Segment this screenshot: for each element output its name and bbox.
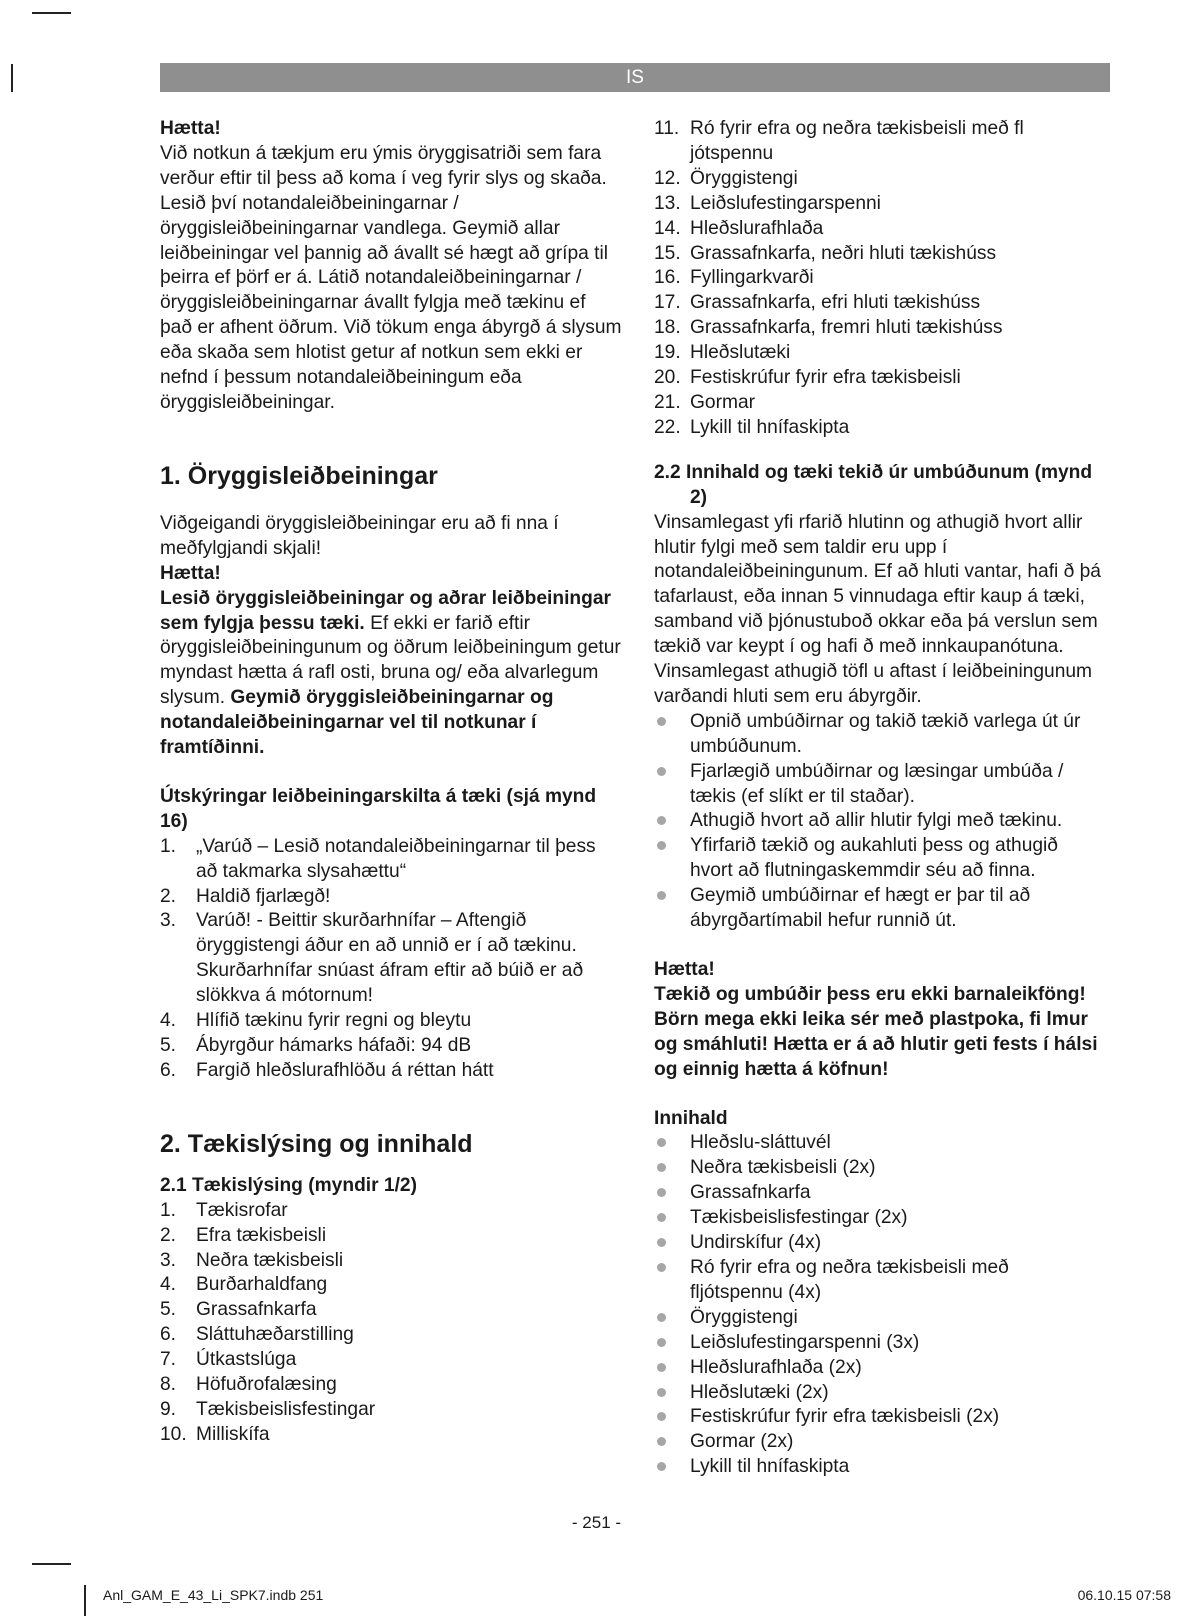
section-1-heading: 1. Öryggisleiðbeiningar [160,461,438,490]
parts-list [160,1199,622,1448]
crop-mark [32,12,71,14]
list-item: 14. Hleðslurafhlaða [654,217,824,239]
list-item: 15. Grassafnkarfa, neðri hluti tækishúss [654,242,997,264]
list-item: Grassafnkarfa [654,1181,1102,1206]
warning-title: Hætta! [654,959,715,980]
list-item: Lykill til hnífaskipta [654,1455,1102,1480]
list-item: 3. Neðra tækisbeisli [160,1249,344,1271]
list-item: 22. Lykill til hnífaskipta [654,416,850,438]
contents-heading: Innihald [654,1107,728,1129]
warning-bold-text: Tækið og umbúðir þess eru ekki barnaleikföng! Börn mega ekki leika sér með plastpoka, fi lmur og smáhluti! Hætta er á að hlutir geti fests í hálsi og einnig hætta á köfnun! [654,983,1098,1080]
bullet-icon [657,1462,666,1471]
list-item: 19. Hleðslutæki [654,342,791,364]
list-item: 9. Tækisbeislisfestingar [160,1398,376,1420]
section-2-2-text: Vinsamlegast yfi rfarið hlutinn og athugið hvort allir hlutir fylgi með sem taldir eru upp í notandaleiðbeiningunum. Ef að hluti vantar, hafi ð þá tafarlaust, eða innan 5 vinnudaga eftir kaup á tæki, samband við þjónustuboð okkar eða þá verslun sem tækið var keypt í og hafi ð með innkaupanótuna. Vinsamlegast athugið töfl u aftast í leiðbeiningunum varðandi hluti sem eru ábyrgðir. [654,511,1101,707]
list-item: 1. Tækisrofar [160,1199,288,1221]
list-item: 6. Fargið hleðslurafhlöðu á réttan hátt [160,1059,494,1081]
list-item: Hleðslurafhlaða (2x) [654,1356,1102,1381]
warning-title: Hætta! [160,118,221,139]
list-item: Leiðslufestingarspenni (3x) [654,1331,1102,1356]
bullet-icon [657,891,666,900]
list-item: Hleðslu-sláttuvél [654,1131,1102,1156]
bullet-icon [657,1188,666,1197]
bullet-icon [657,1163,666,1172]
language-code: IS [626,67,644,88]
footer-file-info: Anl_GAM_E_43_Li_SPK7.indb 251 [103,1587,324,1603]
warning-title: Hætta! [160,562,221,584]
crop-mark [11,64,13,92]
list-item: Undirskífur (4x) [654,1231,1102,1256]
bullet-icon [657,1412,666,1421]
list-item: Ró fyrir efra og neðra tækisbeisli með fljótspennu (4x) [654,1256,1102,1306]
bullet-icon [657,1388,666,1397]
section-2-2-heading: 2.2 Innihald og tæki tekið úr umbúðunum (mynd 2) [654,461,1093,508]
left-column [160,117,622,1448]
list-item: 3. Varúð! - Beittir skurðarhnífar – Aftengið öryggistengi áður en að unnið er í að tækinu. Skurðarhnífar snúast áfram eftir að búið er að slökkva á mótornum! [160,910,584,1007]
list-item: Athugið hvort að allir hlutir fylgi með tækinu. [654,809,1102,834]
list-item: Gormar (2x) [654,1430,1102,1455]
section-2-heading: 2. Tækislýsing og innihald [160,1129,473,1158]
bullet-icon [657,841,666,850]
warning-text: Ef ekki er farið eftir öryggisleiðbeiningunum og öðrum leiðbeiningum getur myndast hætta á rafl osti, bruna og/ eða alvarlegum slysum. [160,612,621,709]
list-item: 2. Haldið fjarlægð! [160,885,331,907]
bullet-icon [657,1338,666,1347]
bullet-icon [657,767,666,776]
list-item: 5. Ábyrgður hámarks háfaði: 94 dB [160,1035,472,1056]
list-item: 16. Fyllingarkvarði [654,267,814,289]
list-item: Yfirfarið tækið og aukahluti þess og athugið hvort að flutningaskemmdir séu að finna. [654,834,1102,884]
list-item: Hleðslutæki (2x) [654,1381,1102,1406]
footer-date-time: 06.10.15 07:58 [1077,1587,1171,1603]
list-item: Fjarlægið umbúðirnar og læsingar umbúða / tækis (ef slíkt er til staðar). [654,760,1102,810]
right-column [654,117,1102,1480]
list-item: 4. Hlífið tækinu fyrir regni og bleytu [160,1010,472,1032]
list-item: 18. Grassafnkarfa, fremri hluti tækishúss [654,317,1003,339]
list-item: Geymið umbúðirnar ef hægt er þar til að ábyrgðartímabil hefur runnið út. [654,884,1102,934]
list-item: 1. „Varúð – Lesið notandaleiðbeiningarnar til þess að takmarka slysahættu“ [160,835,596,882]
parts-list-continued [654,117,1102,441]
bullet-icon [657,1263,666,1272]
crop-mark [32,1563,71,1565]
warning-paragraph [160,587,622,761]
list-item: 6. Sláttuhæðarstilling [160,1324,354,1346]
section-2-1-heading: 2.1 Tækislýsing (myndir 1/2) [160,1174,417,1196]
warning-bold-text: Lesið öryggisleiðbeiningar og aðrar leiðbeiningar sem fylgja þessu tæki. [160,587,611,634]
list-item: Öryggistengi [654,1306,1102,1331]
list-item: 13. Leiðslufestingarspenni [654,192,881,214]
page-number: - 251 - [571,1513,622,1532]
warning-text: Við notkun á tækjum eru ýmis öryggisatriði sem fara verður eftir til þess að koma í veg fyrir slys og skaða. Lesið því notandaleiðbeiningarnar / öryggisleiðbeiningarnar vandlega. Geymið allar leiðbeiningar vel þannig að ávallt sé hægt að grípa til þeirra ef þörf er á. Látið notandaleiðbeiningarnar / öryggisleiðbeiningarnar ávallt fylgja með tækinu ef það er afhent öðrum. Við tökum enga ábyrgð á slysum eða skaða sem hlotist getur af notkun sem ekki er nefnd í þessum notandaleiðbeiningum eða öryggisleiðbeiningar. [160,142,622,413]
list-item: Festiskrúfur fyrir efra tækisbeisli (2x) [654,1405,1102,1430]
section-1-intro: Viðgeigandi öryggisleiðbeiningar eru að fi nna í meðfylgjandi skjali! [160,512,559,559]
list-item: 2. Efra tækisbeisli [160,1224,327,1246]
bullet-icon [657,1138,666,1147]
list-item: Tækisbeislisfestingar (2x) [654,1206,1102,1231]
list-item: 5. Grassafnkarfa [160,1299,317,1321]
signs-list [160,835,622,1084]
list-item: 11. Ró fyrir efra og neðra tækisbeisli með fl jótspennu [654,118,1024,164]
contents-list [654,1131,1102,1480]
bullet-icon [657,1437,666,1446]
list-item: 17. Grassafnkarfa, efri hluti tækishúss [654,292,981,314]
bullet-icon [657,1363,666,1372]
list-item: 21. Gormar [654,391,756,413]
list-item: Neðra tækisbeisli (2x) [654,1156,1102,1181]
list-item: Opnið umbúðirnar og takið tækið varlega út úr umbúðunum. [654,710,1102,760]
bullet-icon [657,1213,666,1222]
bullet-icon [657,1313,666,1322]
bullet-icon [657,1238,666,1247]
bullet-icon [657,816,666,825]
list-item: 20. Festiskrúfur fyrir efra tækisbeisli [654,367,961,389]
language-header-bar [160,63,1110,92]
list-item: 8. Höfuðrofalæsing [160,1374,337,1396]
list-item: 7. Útkastslúga [160,1349,297,1371]
list-item: 12. Öryggistengi [654,167,798,189]
unpack-steps-list [654,710,1102,934]
list-item: 4. Burðarhaldfang [160,1274,328,1296]
warning-bold-text: Geymið öryggisleiðbeiningarnar og notandaleiðbeiningarnar vel til notkunar í framtíðinni. [160,687,554,759]
signs-heading: Útskýringar leiðbeiningarskilta á tæki (sjá mynd 16) [160,785,597,832]
list-item: 10. Milliskífa [160,1423,270,1445]
crop-mark [84,1585,86,1616]
bullet-icon [657,717,666,726]
